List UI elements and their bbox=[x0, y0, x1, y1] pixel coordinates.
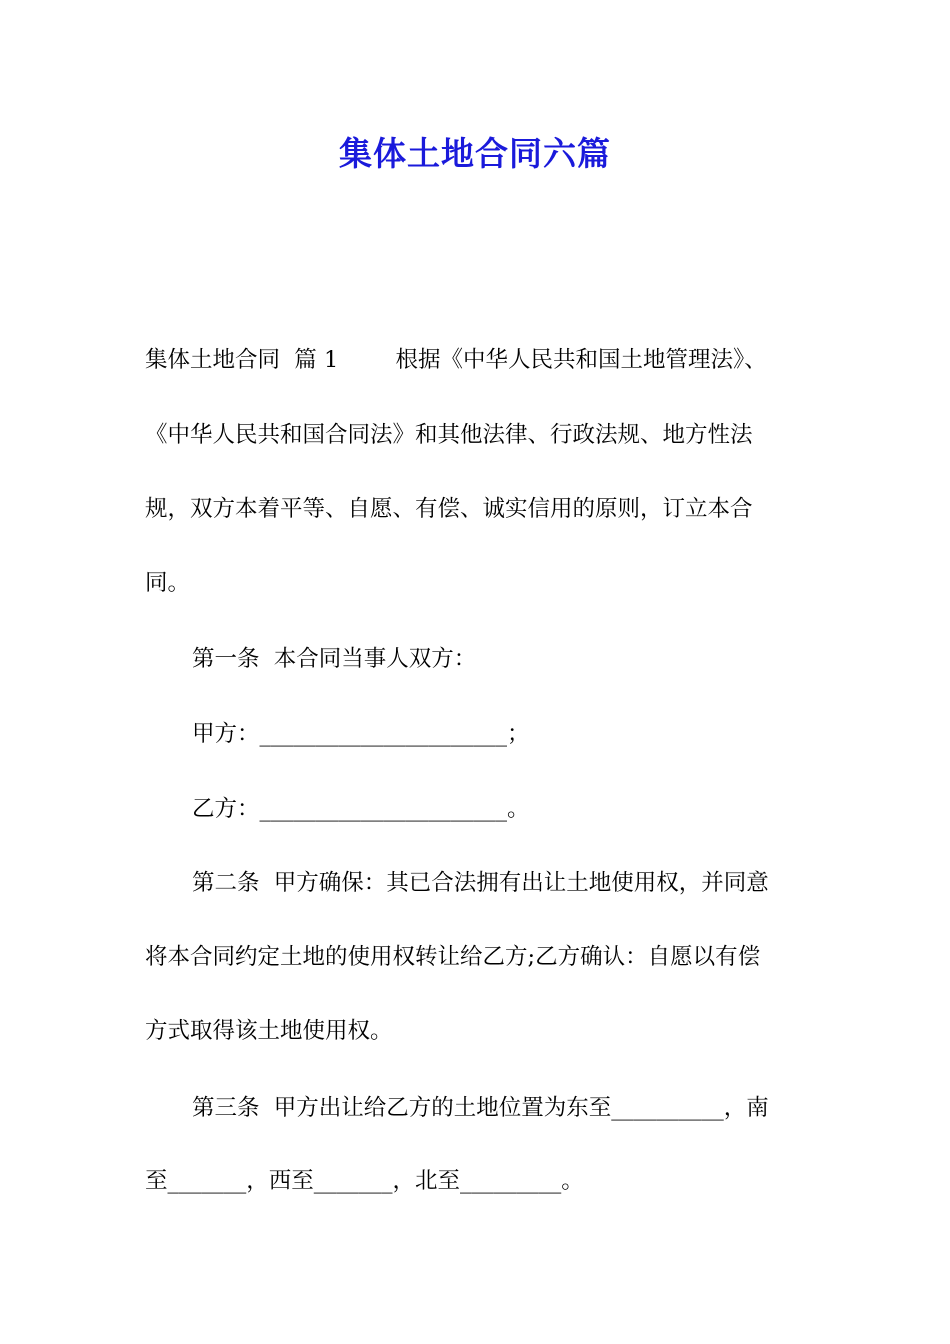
paragraph-line: 集体土地合同 篇 1 根据《中华人民共和国土地管理法》、 bbox=[145, 347, 767, 373]
document-title: 集体土地合同六篇 bbox=[339, 134, 611, 173]
paragraph-line: 同。 bbox=[145, 570, 191, 596]
party-a-line: 甲方：______________________； bbox=[192, 721, 530, 747]
paragraph-line: 规，双方本着平等、自愿、有偿、诚实信用的原则，订立本合 bbox=[145, 496, 753, 522]
clause-3-line: 第三条 甲方出让给乙方的土地位置为东至__________，南 bbox=[192, 1095, 769, 1121]
clause-1-heading: 第一条 本合同当事人双方： bbox=[192, 646, 477, 672]
paragraph-line: 《中华人民共和国合同法》和其他法律、行政法规、地方性法 bbox=[145, 422, 753, 448]
paragraph-line: 至_______，西至_______，北至_________。 bbox=[145, 1168, 584, 1194]
paragraph-line: 方式取得该土地使用权。 bbox=[145, 1018, 393, 1044]
clause-2-line: 第二条 甲方确保：其已合法拥有出让土地使用权，并同意 bbox=[192, 870, 769, 896]
paragraph-line: 将本合同约定土地的使用权转让给乙方;乙方确认：自愿以有偿 bbox=[145, 944, 761, 970]
party-b-line: 乙方：______________________。 bbox=[192, 796, 530, 822]
